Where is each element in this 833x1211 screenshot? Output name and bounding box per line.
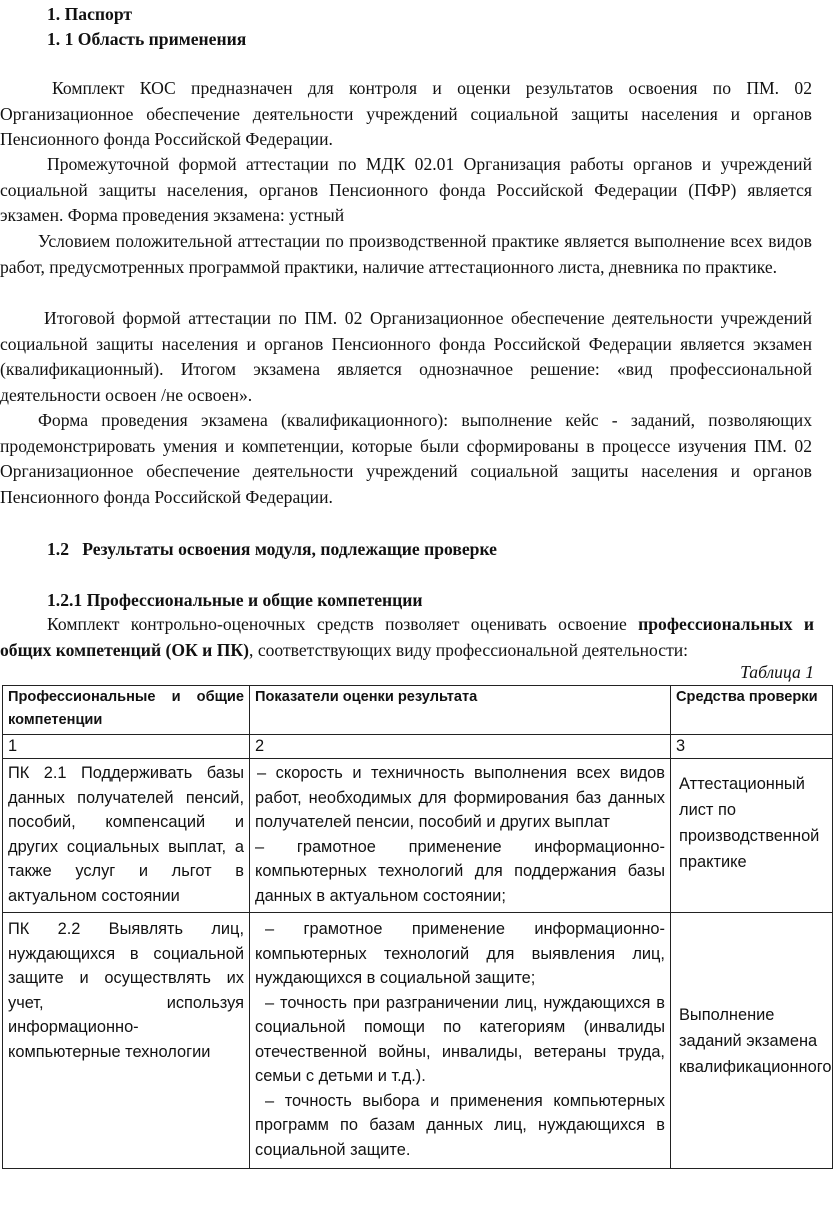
row-1-competence: ПК 2.1 Поддерживать базы данных получателей пенсий, пособий, компенсаций и других социальных выплат, а также услуг и льгот в актуальном состоянии (3, 759, 250, 913)
paragraph-final-attestation: Итоговой формой аттестации по ПМ. 02 Организационное обеспечение деятельности учреждений социальной защиты населения и органов Пенсионного фонда Российской Федерации является экзамен (квалификационный). Итогом экзамена является однозначное решение: «вид профессиональной деятельности освоен /не освоен». (0, 308, 812, 405)
row-1-indicators (250, 759, 671, 913)
section-1-heading: 1. Паспорт (47, 4, 133, 24)
table-caption: Таблица 1 (740, 662, 814, 682)
paragraph-practice-condition: Условием положительной аттестации по производственной практике является выполнение всех видов работ, предусмотренных программой практики, наличие аттестационного листа, дневника по практике. (0, 231, 812, 277)
section-1-1-heading: 1. 1 Область применения (47, 29, 247, 49)
column-number-2: 2 (250, 735, 671, 759)
section-1-2-title: Результаты освоения модуля, подлежащие проверке (82, 539, 497, 559)
paragraph-competences-intro (0, 612, 814, 663)
section-1-2-number: 1.2 (47, 539, 69, 559)
header-means: Средства проверки (671, 686, 833, 735)
row-1-indicator-1: – скорость и техничность выполнения всех видов работ, необходимых для формирования баз данных получателей пенсии, пособий и других выплат (255, 764, 665, 831)
intro-text-before: Комплект контрольно-оценочных средств позволяет оценивать освоение (47, 614, 627, 634)
header-indicators: Показатели оценки результата (250, 686, 671, 735)
intro-text-bold: профессиональных и общих компетенций (ОК и ПК) (0, 614, 815, 660)
header-competences: Профессиональные и общие компетенции (3, 686, 250, 735)
row-1-means: Аттестационный лист по производственной практике (671, 759, 833, 913)
paragraph-intermediate-attestation: Промежуточной формой аттестации по МДК 02.01 Организация работы органов и учреждений социальной защиты населения, органов Пенсионного фонда Российской Федерации (ПФР) является экзамен. Форма проведения экзамена: устный (0, 154, 812, 225)
table-header-row (3, 686, 833, 735)
section-1-2-1-heading: 1.2.1 Профессиональные и общие компетенции (47, 590, 423, 610)
row-2-indicators (250, 913, 671, 1169)
row-2-competence: ПК 2.2 Выявлять лиц, нуждающихся в социальной защите и осуществлять их учет, используя информационно-компьютерные технологии (3, 913, 250, 1169)
table-row (3, 913, 833, 1169)
column-number-1: 1 (3, 735, 250, 759)
competences-table (2, 685, 833, 1169)
table-number-row (3, 735, 833, 759)
section-1-2-heading (47, 537, 816, 561)
intro-text-after: , соответствующих виду профессиональной деятельности: (249, 639, 689, 660)
row-2-indicator-2: – точность при разграничении лиц, нуждающихся в социальной помощи по категориям (инвалиды отечественной войны, инвалиды, ветераны труда, семьи с детьми и т.д.). (255, 993, 665, 1085)
row-2-means: Выполнение заданий экзамена квалификационного (671, 913, 833, 1169)
row-2-indicator-3: – точность выбора и применения компьютерных программ по базам данных лиц, нуждающихся в социальной защите. (255, 1091, 665, 1159)
paragraph-exam-form: Форма проведения экзамена (квалификационного): выполнение кейс - заданий, позволяющих продемонстрировать умения и компетенции, которые были сформированы в процессе изучения ПМ. 02 Организационное обеспечение деятельности учреждений социальной защиты населения и органов Пенсионного фонда Российской Федерации. (0, 410, 812, 507)
row-2-indicator-1: – грамотное применение информационно-компьютерных технологий для выявления лиц, нуждающихся в социальной защите; (255, 920, 665, 987)
row-1-indicator-2: – грамотное применение информационно-компьютерных технологий для поддержания базы данных в актуальном состоянии; (255, 837, 665, 905)
table-row (3, 759, 833, 913)
column-number-3: 3 (671, 735, 833, 759)
paragraph-kos-purpose: Комплект КОС предназначен для контроля и оценки результатов освоения по ПМ. 02 Организационное обеспечение деятельности учреждений социальной защиты населения и органов Пенсионного фонда Российской Федерации. (0, 78, 812, 149)
